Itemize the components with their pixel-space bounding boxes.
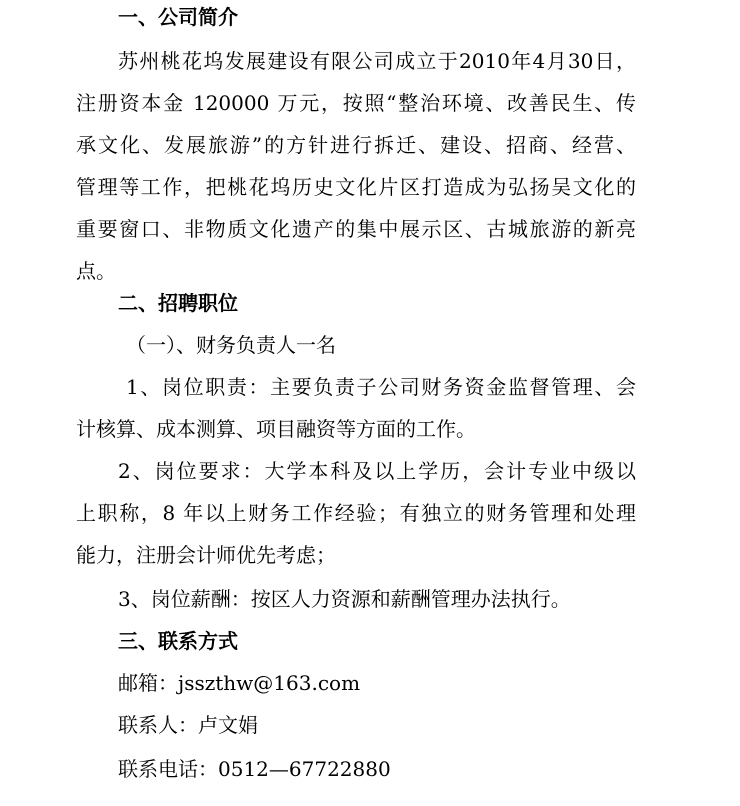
contact-phone: 联系电话：0512—67722880 — [118, 757, 391, 781]
position-title: （一）、财务负责人一名 — [126, 333, 336, 357]
job-duty-line: 1、岗位职责：主要负责子公司财务资金监督管理、会 — [126, 375, 636, 399]
job-requirement-line: 上职称，8 年以上财务工作经验；有独立的财务管理和处理 — [76, 501, 636, 525]
section-heading-positions: 二、招聘职位 — [118, 291, 238, 315]
intro-paragraph-line: 承文化、发展旅游”的方针进行拆迁、建设、招商、经营、 — [76, 133, 636, 157]
intro-paragraph-line: 重要窗口、非物质文化遗产的集中展示区、古城旅游的新亮 — [76, 217, 636, 241]
job-requirement-line: 能力，注册会计师优先考虑； — [76, 543, 336, 567]
intro-paragraph-line: 苏州桃花坞发展建设有限公司成立于2010年4月30日， — [118, 49, 636, 73]
contact-person: 联系人：卢文娟 — [118, 713, 258, 737]
contact-email: 邮箱：jsszthw@163.com — [118, 671, 361, 695]
job-salary-line: 3、岗位薪酬：按区人力资源和薪酬管理办法执行。 — [118, 587, 571, 611]
section-heading-company-intro: 一、公司简介 — [118, 5, 238, 29]
job-requirement-line: 2、岗位要求：大学本科及以上学历，会计专业中级以 — [118, 459, 636, 483]
intro-paragraph-line: 点。 — [76, 259, 116, 283]
section-heading-contact: 三、联系方式 — [118, 629, 238, 653]
intro-paragraph-line: 注册资本金 120000 万元，按照“整治环境、改善民生、传 — [76, 91, 636, 115]
intro-paragraph-line: 管理等工作，把桃花坞历史文化片区打造成为弘扬吴文化的 — [76, 175, 636, 199]
job-duty-line: 计核算、成本测算、项目融资等方面的工作。 — [76, 417, 476, 441]
